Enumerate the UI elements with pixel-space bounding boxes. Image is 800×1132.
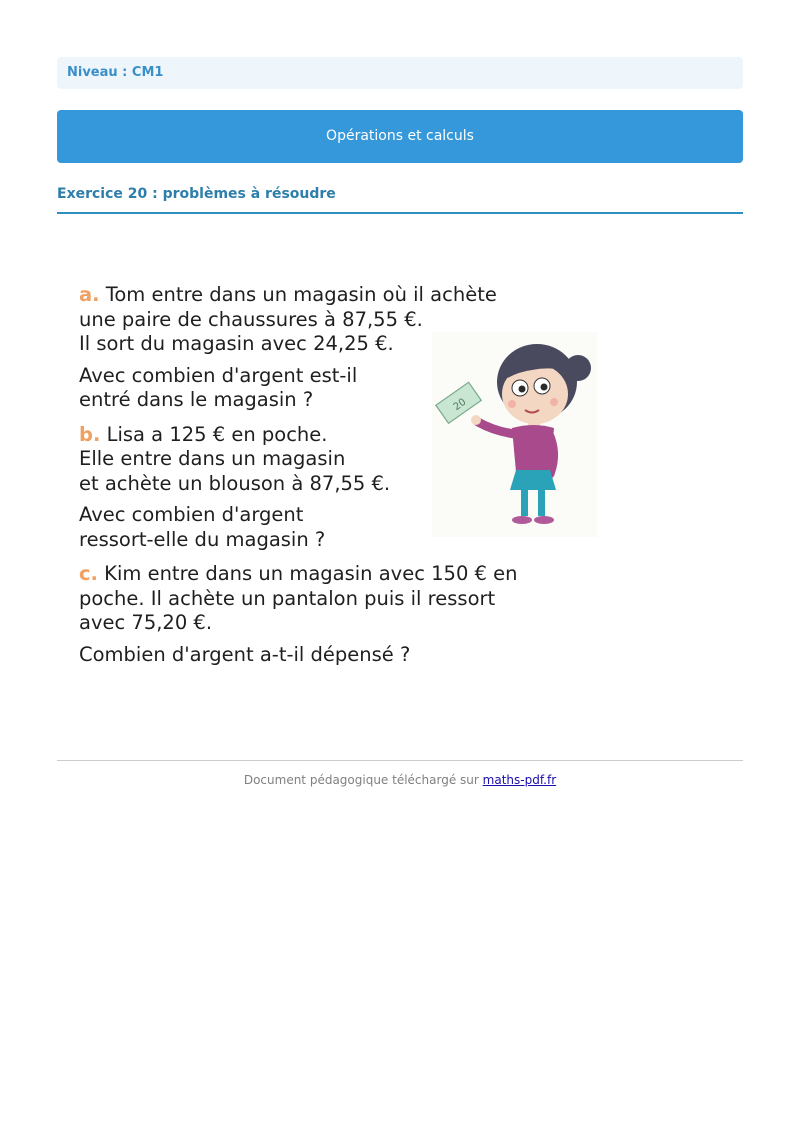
problem-letter: a. — [79, 283, 100, 306]
girl-illustration-svg — [432, 332, 597, 537]
problem-line: et achète un blouson à 87,55 €. — [79, 471, 391, 495]
footer-text: Document pédagogique téléchargé sur — [243, 773, 479, 787]
problem-question: Avec combien d'argent est-il — [79, 363, 358, 387]
girl-holding-banknote-illustration — [432, 332, 597, 537]
problem-question: entré dans le magasin ? — [79, 388, 314, 411]
level-badge: Niveau : CM1 — [57, 57, 743, 89]
problem-line: c. Kim entre dans un magasin avec 150 € en — [79, 562, 518, 585]
problem-letter: c. — [79, 562, 98, 585]
problem-line: Il sort du magasin avec 24,25 €. — [79, 332, 394, 355]
problem-line: poche. Il achète un pantalon puis il ressort — [79, 586, 496, 610]
problem-question: Avec combien d'argent — [79, 503, 304, 526]
footer — [57, 773, 743, 787]
banknote-label: 20 — [451, 396, 469, 414]
problem-line: Elle entre dans un magasin — [79, 447, 346, 470]
footer-divider — [57, 760, 743, 761]
problem-c — [79, 562, 579, 667]
topic-banner: Opérations et calculs — [57, 110, 743, 163]
problem-line: avec 75,20 €. — [79, 611, 213, 634]
problem-line: une paire de chaussures à 87,55 €. — [79, 307, 423, 331]
problem-line: b. Lisa a 125 € en poche. — [79, 422, 328, 446]
problem-letter: b. — [79, 422, 101, 446]
problem-question: ressort-elle du magasin ? — [79, 527, 326, 551]
problem-question: Combien d'argent a-t-il dépensé ? — [79, 642, 411, 666]
problem-line: a. Tom entre dans un magasin où il achète — [79, 283, 497, 306]
exercise-title: Exercice 20 : problèmes à résoudre — [57, 186, 743, 214]
footer-link[interactable]: maths-pdf.fr — [482, 773, 557, 787]
